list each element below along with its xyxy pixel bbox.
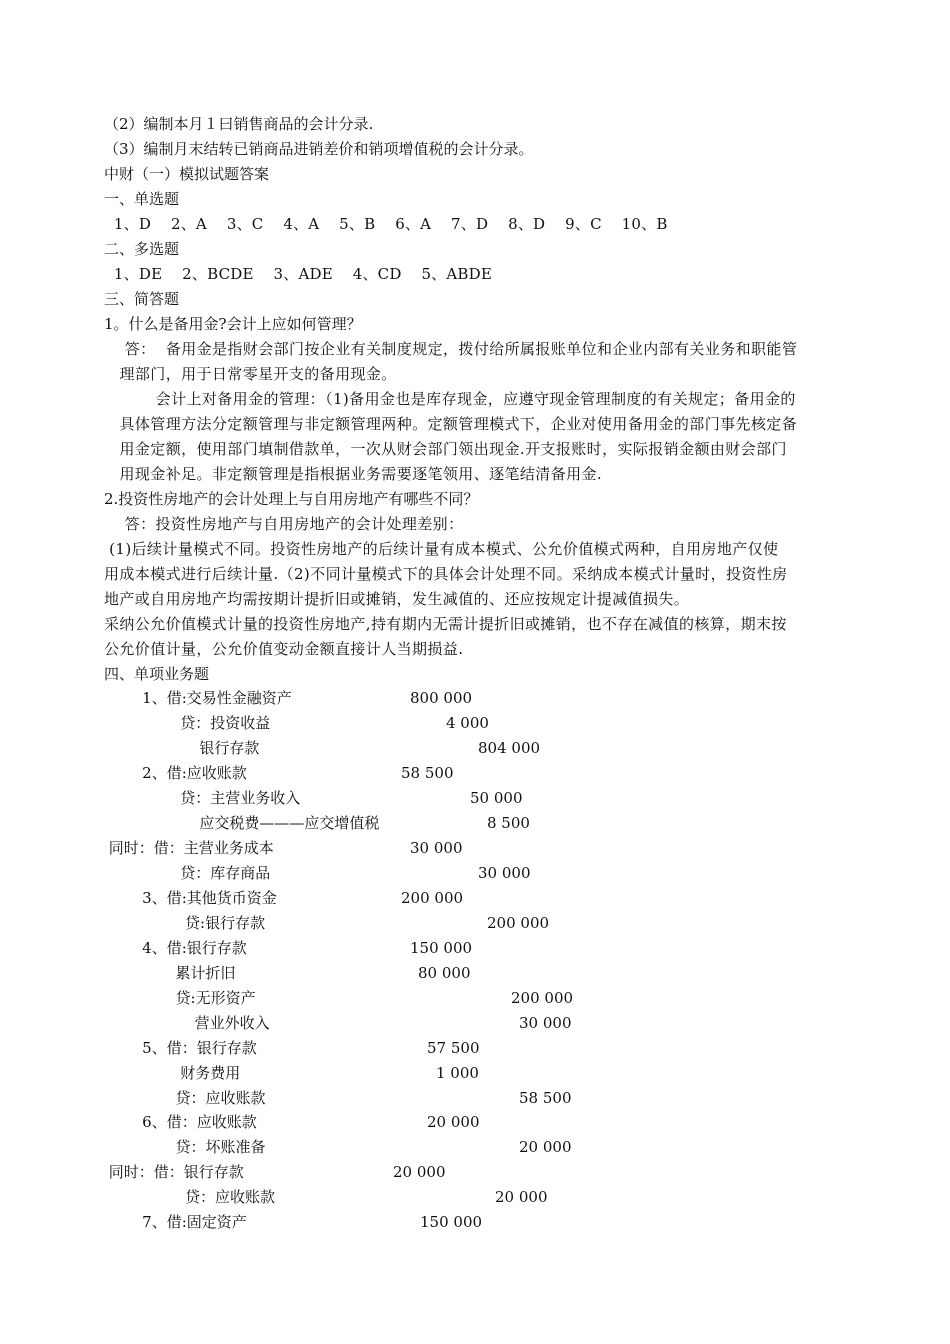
journal-entry-label: 贷:银行存款 [104, 914, 266, 932]
journal-entry-amount: 800 000 [410, 689, 473, 707]
journal-entry-label: 1、借:交易性金融资产 [104, 689, 292, 707]
journal-entry-amount: 150 000 [420, 1213, 483, 1231]
journal-entry-label: 5、借：银行存款 [104, 1039, 257, 1057]
section-heading-multiple-choice: 二、多选题 [104, 240, 180, 258]
journal-entry-amount: 20 000 [427, 1113, 480, 1131]
journal-entry-amount: 30 000 [410, 839, 463, 857]
section-heading-short-answer: 三、简答题 [104, 290, 180, 308]
journal-entry-label: 贷：应收账款 [104, 1188, 276, 1206]
journal-entry-label: 财务费用 [104, 1064, 241, 1082]
journal-entry-amount: 200 000 [401, 889, 464, 907]
answer-2-line: 用成本模式进行后续计量.（2)不同计量模式下的具体会计处理不同。采纳成本模式计量时，投资性房 [104, 565, 788, 583]
answer-1-line: 会计上对备用金的管理：（1)备用金也是库存现金，应遵守现金管理制度的有关规定；备用金的 [104, 390, 796, 408]
answer-2-line: 公允价值计量，公允价值变动金额直接计人当期损益. [104, 640, 464, 658]
journal-entry-amount: 20 000 [393, 1163, 446, 1181]
journal-entry-label: 7、借:固定资产 [104, 1213, 247, 1231]
single-choice-answers: 1、D 2、A 3、C 4、A 5、B 6、A 7、D 8、D 9、C 10、B [104, 215, 668, 233]
journal-entry-amount: 1 000 [436, 1064, 479, 1082]
question-item-3: （3）编制月末结转已销商品进销差价和销项增值税的会计分录。 [104, 140, 534, 158]
journal-entry-amount: 200 000 [487, 914, 550, 932]
journal-entry-label: 贷：库存商品 [104, 864, 271, 882]
answer-2-line: 采纳公允价值模式计量的投资性房地产,持有期内无需计提折旧或摊销，也不存在减值的核算，期末按 [104, 615, 787, 633]
journal-entry-amount: 58 500 [401, 764, 454, 782]
journal-entry-label: 贷：投资收益 [104, 714, 271, 732]
journal-entry-amount: 50 000 [470, 789, 523, 807]
answer-2-line: 答：投资性房地产与自用房地产的会计处理差别： [104, 515, 464, 533]
journal-entry-label: 应交税费———应交增值税 [104, 814, 380, 832]
journal-entry-amount: 20 000 [495, 1188, 548, 1206]
journal-entry-amount: 8 500 [487, 814, 530, 832]
journal-entry-label: 贷:无形资产 [104, 989, 256, 1007]
journal-entry-amount: 30 000 [519, 1014, 572, 1032]
journal-entry-label: 银行存款 [104, 739, 260, 757]
journal-entry-label: 累计折旧 [104, 964, 236, 982]
journal-entry-label: 同时：借：主营业务成本 [104, 839, 274, 857]
answer-1-line: 用现金补足。非定额管理是指根据业务需要逐笔领用、逐笔结清备用金. [104, 465, 603, 483]
journal-entry-label: 2、借:应收账款 [104, 764, 247, 782]
journal-entry-amount: 30 000 [478, 864, 531, 882]
short-answer-question-2: 2.投资性房地产的会计处理上与自用房地产有哪些不同？ [104, 490, 479, 508]
journal-entry-amount: 4 000 [446, 714, 489, 732]
journal-entry-label: 3、借:其他货币资金 [104, 889, 277, 907]
section-heading-journal-entries: 四、单项业务题 [104, 665, 210, 683]
journal-entry-amount: 804 000 [478, 739, 541, 757]
answer-2-line: 地产或自用房地产均需按期计提折旧或摊销，发生减值的、还应按规定计提减值损失。 [104, 590, 690, 608]
journal-entry-label: 4、借:银行存款 [104, 939, 247, 957]
journal-entry-label: 6、借：应收账款 [104, 1113, 257, 1131]
answer-1-line: 答： 备用金是指财会部门按企业有关制度规定，拨付给所属报账单位和企业内部有关业务和职能管 [104, 340, 798, 358]
journal-entry-amount: 57 500 [427, 1039, 480, 1057]
journal-entry-label: 贷：坏账准备 [104, 1138, 266, 1156]
answer-1-line: 理部门，用于日常零星开支的备用现金。 [104, 365, 397, 383]
answer-1-line: 具体管理方法分定额管理与非定额管理两种。定额管理模式下，企业对使用备用金的部门事先核定备 [104, 415, 798, 433]
section-heading-single-choice: 一、单选题 [104, 190, 180, 208]
journal-entry-label: 同时：借：银行存款 [104, 1163, 244, 1181]
answer-key-title: 中财（一）模拟试题答案 [104, 165, 270, 183]
journal-entry-label: 贷：主营业务收入 [104, 789, 301, 807]
question-item-2: （2）编制本月１曰销售商品的会计分录. [104, 115, 374, 133]
answer-2-line: (1)后续计量模式不同。投资性房地产的后续计量有成本模式、公允价值模式两种，自用房地产仅使 [104, 540, 779, 558]
journal-entry-amount: 200 000 [511, 989, 574, 1007]
journal-entry-amount: 20 000 [519, 1138, 572, 1156]
answer-1-line: 用金定额，使用部门填制借款单，一次从财会部门领出现金.开支报账时，实际报销金额由财会部门 [104, 440, 787, 458]
journal-entry-amount: 150 000 [410, 939, 473, 957]
multiple-choice-answers: 1、DE 2、BCDE 3、ADE 4、CD 5、ABDE [104, 265, 493, 283]
journal-entry-amount: 80 000 [418, 964, 471, 982]
short-answer-question-1: 1。什么是备用金?会计上应如何管理？ [104, 315, 362, 333]
journal-entry-amount: 58 500 [519, 1089, 572, 1107]
journal-entry-label: 贷：应收账款 [104, 1089, 266, 1107]
journal-entry-label: 营业外收入 [104, 1014, 270, 1032]
